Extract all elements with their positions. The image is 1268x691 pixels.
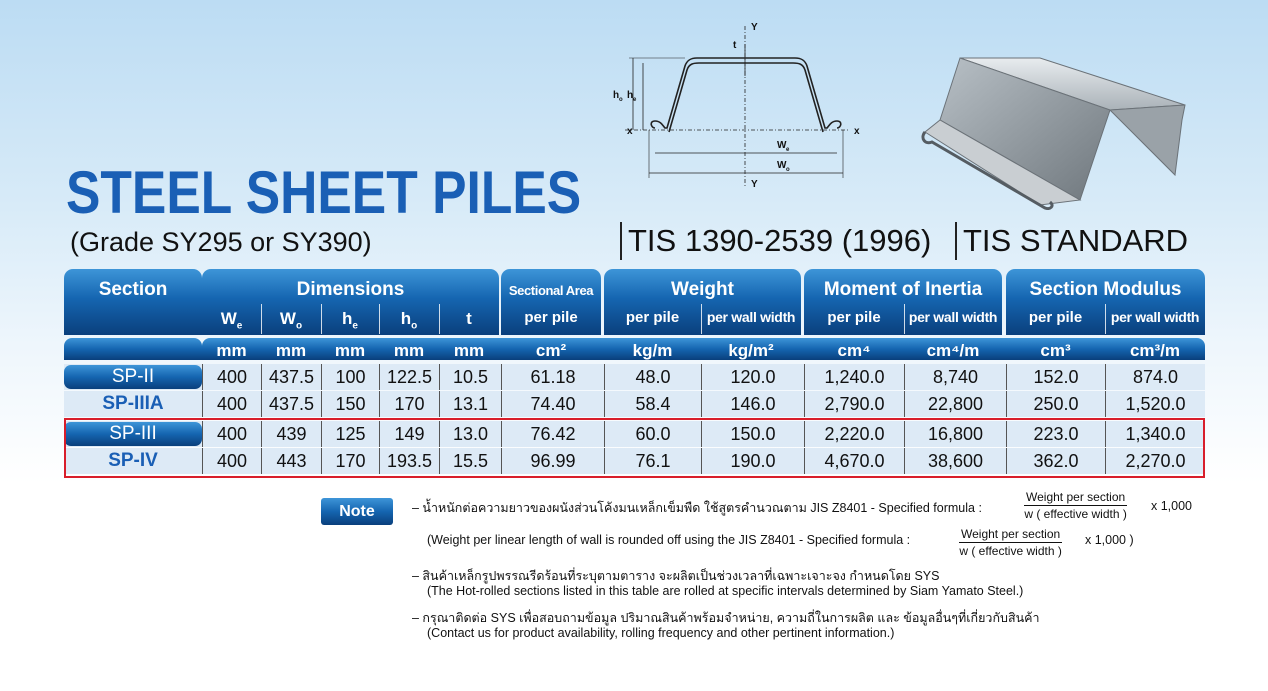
table-cell: 74.40 — [501, 391, 604, 417]
note-line-2-tail: x 1,000 ) — [1085, 533, 1134, 547]
unit-moment-wall: cm⁴/m — [926, 341, 980, 360]
table-cell: 125 — [321, 421, 379, 447]
dim-header-ho: $h_o$ — [400, 309, 418, 332]
note-formula-2 — [959, 527, 1062, 558]
pile-profile-inner — [669, 63, 823, 132]
header-moment-label: Moment of Inertia — [823, 279, 983, 300]
unit-t: mm — [453, 341, 485, 360]
label-he: h — [627, 90, 634, 101]
table-cell: 48.0 — [604, 364, 701, 390]
note-line-1-tail: x 1,000 — [1151, 499, 1193, 513]
label-y-bottom: Y — [751, 179, 758, 190]
page-title: STEEL SHEET PILES — [66, 159, 582, 226]
table-cell: 1,340.0 — [1105, 421, 1205, 447]
table-cell: 193.5 — [379, 448, 439, 474]
header-weight-label: Weight — [671, 279, 734, 300]
formula-1-numerator: Weight per section — [1026, 490, 1126, 504]
label-we: W — [777, 140, 787, 151]
table-cell: 60.0 — [604, 421, 701, 447]
unit-modulus-wall: cm³/m — [1129, 341, 1181, 360]
table-cell: 10.5 — [439, 364, 501, 390]
table-cell: 2,220.0 — [804, 421, 904, 447]
header-dimensions-label: Dimensions — [296, 279, 405, 300]
moment-per-pile-header: per pile — [827, 309, 881, 326]
table-cell: 874.0 — [1105, 364, 1205, 390]
page-subtitle: (Grade SY295 or SY390) — [70, 227, 372, 257]
header-sectional-area-label: Sectional Area — [508, 283, 594, 298]
table-cell: 1,240.0 — [804, 364, 904, 390]
unit-weight-pile: kg/m — [632, 341, 673, 360]
formula-1-denominator: w ( effective width ) — [1024, 507, 1127, 521]
header-separator — [379, 304, 380, 334]
header-separator — [1105, 304, 1106, 334]
table-cell: 437.5 — [261, 364, 321, 390]
unit-weight-wall: kg/m² — [728, 341, 774, 360]
label-ho-sub: o — [619, 97, 623, 103]
table-cell: 22,800 — [904, 391, 1006, 417]
units-bar-section — [64, 338, 202, 360]
table-cell: 400 — [202, 421, 261, 447]
table-cell: 8,740 — [904, 364, 1006, 390]
table-cell: 150 — [321, 391, 379, 417]
label-x-left: x — [627, 126, 633, 137]
header-section — [64, 269, 202, 335]
table-cell: 439 — [261, 421, 321, 447]
formula-2-denominator: w ( effective width ) — [959, 544, 1062, 558]
table-cell: 38,600 — [904, 448, 1006, 474]
unit-moment-pile: cm⁴ — [837, 341, 871, 360]
header-separator — [321, 304, 322, 334]
unit-area: cm² — [535, 341, 567, 360]
header-modulus-label: Section Modulus — [1029, 279, 1182, 300]
table-cell: 250.0 — [1006, 391, 1105, 417]
label-we-sub: e — [786, 147, 790, 153]
modulus-per-wall-header: per wall width — [1110, 309, 1200, 325]
table-cell: 2,790.0 — [804, 391, 904, 417]
table-cell: 13.1 — [439, 391, 501, 417]
dim-header-wo: $W_o$ — [279, 309, 303, 332]
unit-he: mm — [334, 341, 366, 360]
unit-modulus-pile: cm³ — [1040, 341, 1071, 360]
section-name-cell: SP-II — [64, 365, 202, 389]
table-cell: 61.18 — [501, 364, 604, 390]
label-he-sub: e — [633, 97, 637, 103]
header-sectional-area-sub: per pile — [524, 309, 578, 326]
table-cell: 400 — [202, 391, 261, 417]
note-formula-1 — [1024, 490, 1127, 521]
sheet-pile-cross-section-diagram — [605, 18, 875, 193]
note-line-4: (The Hot-rolled sections listed in this table are rolled at specific intervals determined by Siam Yamato Steel.) — [427, 584, 1024, 598]
table-cell: 223.0 — [1006, 421, 1105, 447]
table-cell: 4,670.0 — [804, 448, 904, 474]
table-cell: 96.99 — [501, 448, 604, 474]
moment-per-wall-header: per wall width — [908, 309, 998, 325]
weight-per-pile-header: per pile — [625, 309, 680, 326]
table-cell: 2,270.0 — [1105, 448, 1205, 474]
table-cell: 400 — [202, 448, 261, 474]
note-line-6: (Contact us for product availability, rolling frequency and other pertinent information.) — [427, 626, 895, 640]
table-cell: 400 — [202, 364, 261, 390]
table-cell: 122.5 — [379, 364, 439, 390]
table-cell: 76.1 — [604, 448, 701, 474]
table-cell: 100 — [321, 364, 379, 390]
label-ho: h — [613, 90, 620, 101]
note-line-5: – กรุณาติดต่อ SYS เพื่อสอบถามข้อมูล ปริมาณสินค้าพร้อมจำหน่าย, ความถี่ในการผลิต และ ข้อมูลอื่นๆที่เกี่ยวกับสินค้า — [412, 611, 1040, 625]
table-cell: 146.0 — [701, 391, 804, 417]
label-x-right: x — [854, 126, 860, 137]
table-cell: 152.0 — [1006, 364, 1105, 390]
unit-ho: mm — [393, 341, 425, 360]
header-section-label: Section — [98, 279, 168, 300]
note-line-2: (Weight per linear length of wall is rounded off using the JIS Z8401 - Specified formula : — [427, 533, 911, 547]
note-line-3: – สินค้าเหล็กรูปพรรณรีดร้อนที่ระบุตามตาราง จะผลิตเป็นช่วงเวลาที่เฉพาะเจาะจง กำหนดโดย SYS — [412, 569, 940, 583]
table-cell: 150.0 — [701, 421, 804, 447]
weight-per-wall-header: per wall width — [706, 309, 796, 325]
label-wo-sub: o — [786, 167, 790, 173]
label-t: t — [733, 40, 737, 51]
note-line-1: – น้ำหนักต่อความยาวของผนังส่วนโค้งมนเหล็กเข็มพืด ใช้สูตรคำนวณตาม JIS Z8401 - Specified formula : — [412, 501, 982, 515]
unit-wo: mm — [275, 341, 307, 360]
table-cell: 170 — [379, 391, 439, 417]
standard-tis-number: TIS 1390-2539 (1996) — [620, 222, 931, 260]
table-cell: 16,800 — [904, 421, 1006, 447]
unit-we: mm — [216, 341, 247, 360]
table-cell: 58.4 — [604, 391, 701, 417]
table-cell: 443 — [261, 448, 321, 474]
modulus-per-pile-header: per pile — [1028, 309, 1083, 326]
table-cell: 1,520.0 — [1105, 391, 1205, 417]
table-cell: 149 — [379, 421, 439, 447]
table-cell: 362.0 — [1006, 448, 1105, 474]
table-cell: 13.0 — [439, 421, 501, 447]
label-y-top: Y — [751, 22, 758, 33]
table-cell: 15.5 — [439, 448, 501, 474]
table-cell: 190.0 — [701, 448, 804, 474]
section-name-cell: SP-IV — [108, 450, 158, 471]
header-separator — [904, 304, 905, 334]
sheet-pile-product-image — [920, 50, 1205, 210]
table-cell: 76.42 — [501, 421, 604, 447]
dim-header-he: $h_e$ — [342, 309, 358, 332]
highlight-box — [64, 418, 1205, 478]
table-cell: 170 — [321, 448, 379, 474]
section-name-cell: SP-IIIA — [102, 393, 164, 414]
header-separator — [261, 304, 262, 334]
note-badge: Note — [321, 498, 393, 525]
dim-header-t: t — [466, 309, 472, 328]
table-cell: 120.0 — [701, 364, 804, 390]
section-name-cell: SP-III — [64, 422, 202, 446]
header-sectional-area — [501, 269, 601, 335]
standard-tis-label: TIS STANDARD — [955, 222, 1188, 260]
formula-2-numerator: Weight per section — [961, 527, 1061, 541]
dim-header-we: $W_e$ — [220, 309, 243, 332]
pile-right-web — [1110, 105, 1185, 175]
header-separator — [701, 304, 702, 334]
label-wo: W — [777, 160, 787, 171]
header-separator — [439, 304, 440, 334]
table-cell: 437.5 — [261, 391, 321, 417]
